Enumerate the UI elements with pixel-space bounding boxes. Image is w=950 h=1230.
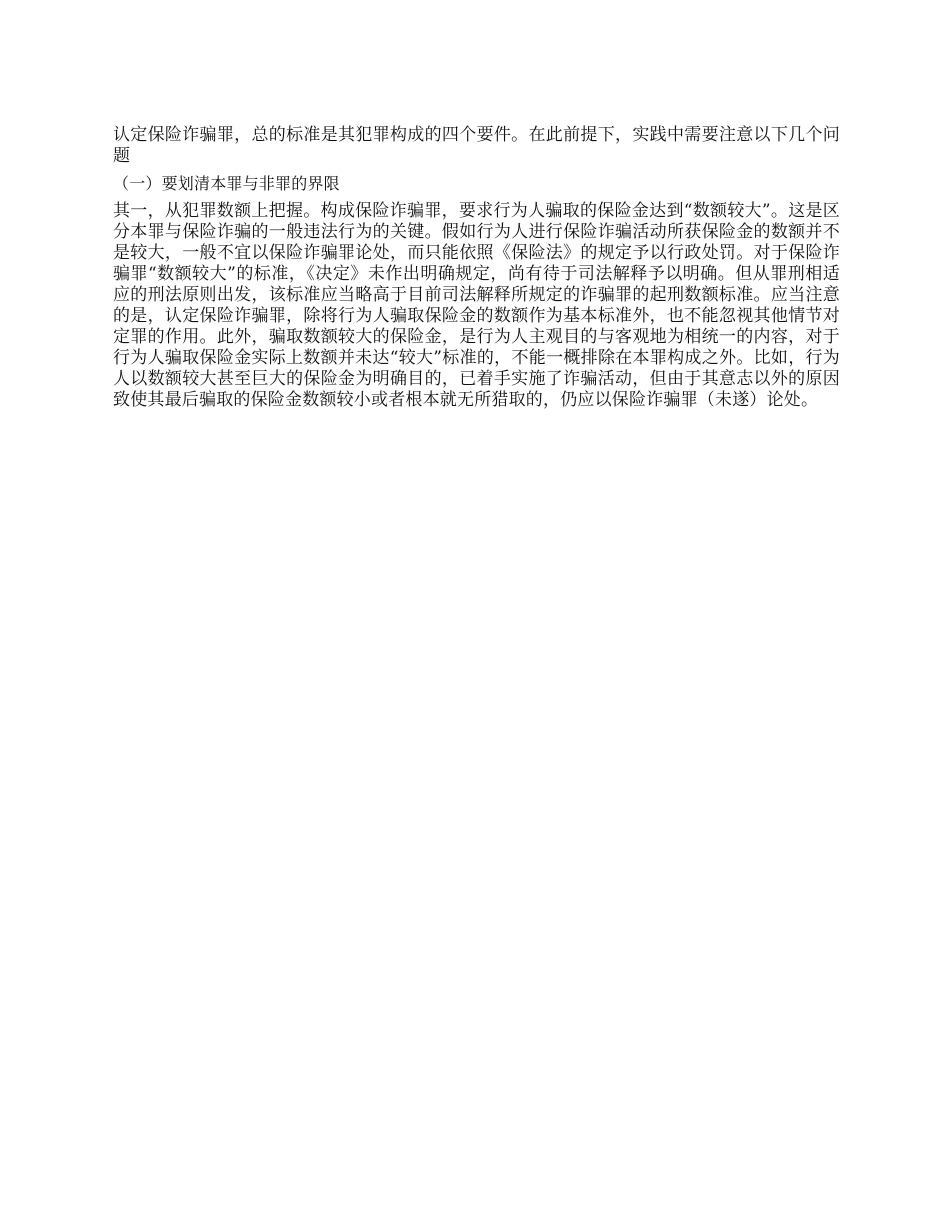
section-heading: （一）要划清本罪与非罪的界限 — [113, 174, 340, 193]
intro-paragraph: 认定保险诈骗罪，总的标准是其犯罪构成的四个要件。在此前提下，实践中需要注意以下几个问题 — [113, 125, 840, 166]
body-paragraph: 其一，从犯罪数额上把握。构成保险诈骗罪，要求行为人骗取的保险金达到“数额较大”。这是区分本罪与保险诈骗的一般违法行为的关键。假如行为人进行保险诈骗活动所获保险金的数额并不是较大，一般不宜以保险诈骗罪论处，而只能依照《保险法》的规定予以行政处罚。对于保险诈骗罪“数额较大”的标准，《决定》未作出明确规定，尚有待于司法解释予以明确。但从罪刑相适应的刑法原则出发，该标准应当略高于目前司法解释所规定的诈骗罪的起刑数额标准。应当注意的是，认定保险诈骗罪，除将行为人骗取保险金的数额作为基本标准外，也不能忽视其他情节对定罪的作用。此外，骗取数额较大的保险金，是行为人主观目的与客观地为相统一的内容，对于行为人骗取保险金实际上数额并未达“较大”标准的，不能一概排除在本罪构成之外。比如，行为人以数额较大甚至巨大的保险金为明确目的，已着手实施了诈骗活动，但由于其意志以外的原因致使其最后骗取的保险金数额较小或者根本就无所猎取的，仍应以保险诈骗罪（未遂）论处。 — [113, 201, 840, 410]
document-content — [113, 125, 840, 411]
